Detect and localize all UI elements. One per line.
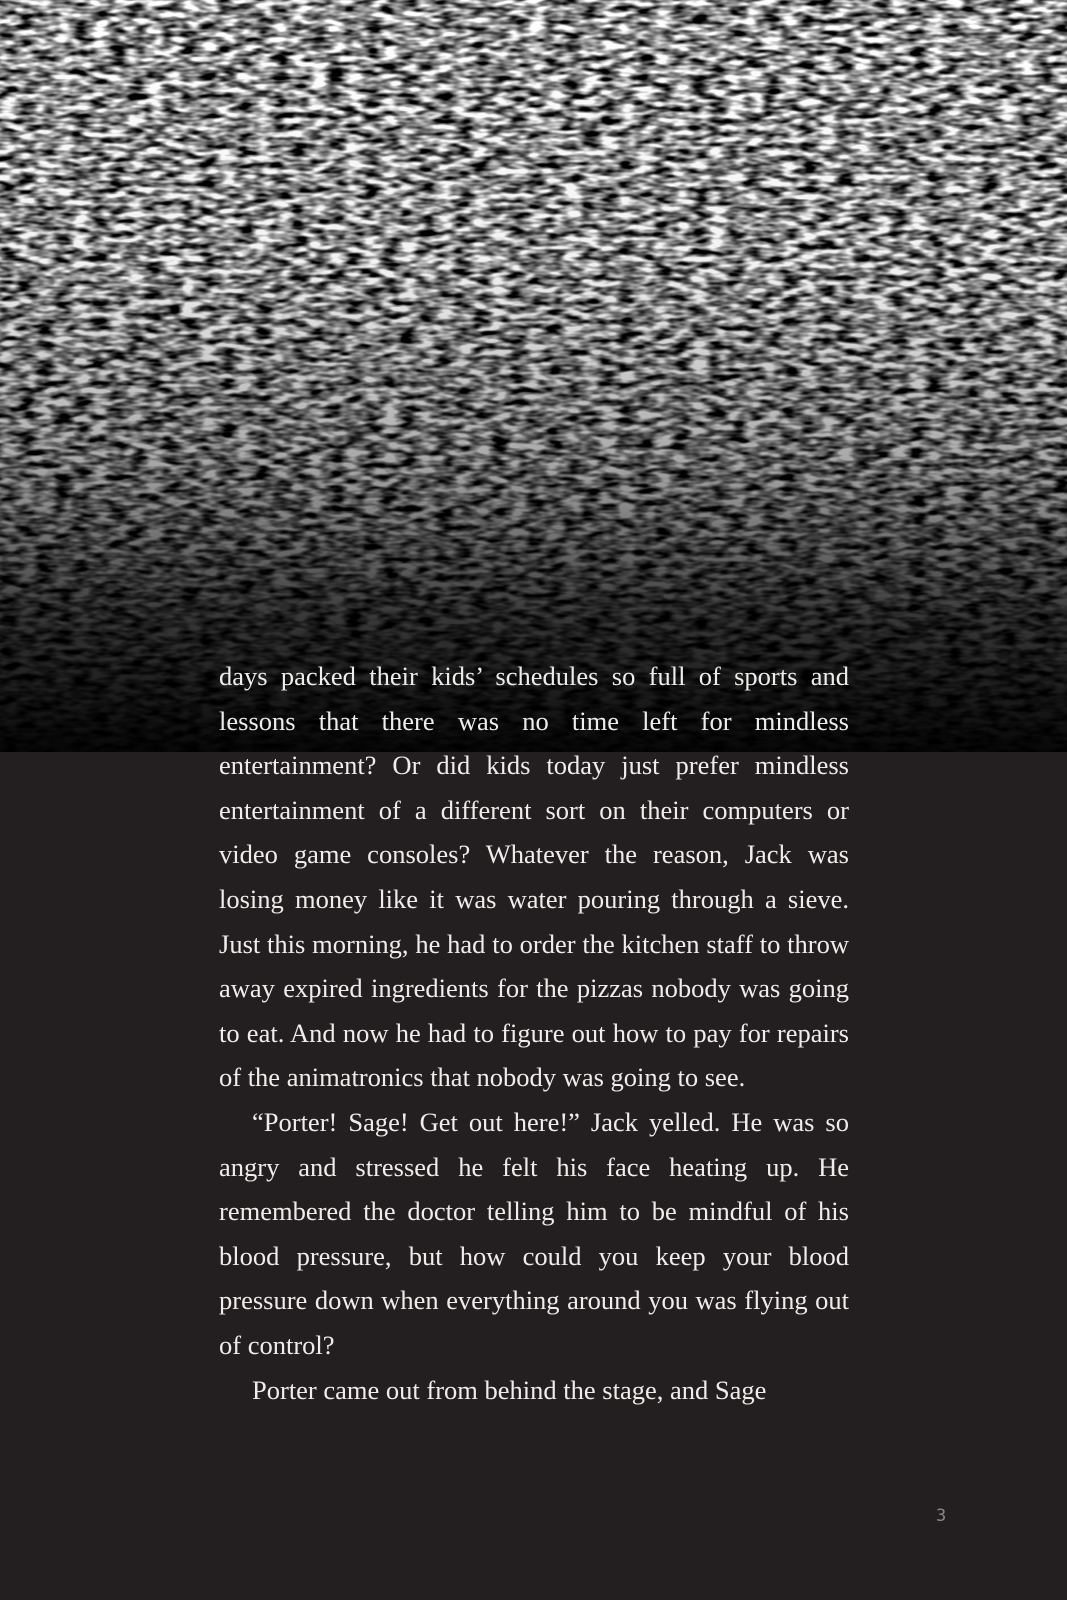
- paragraph-1: days packed their kids’ schedules so full of sports and lessons that there was no time left for mindless entertainment? Or did kids today just prefer mindless entertainment of a different sort on their computers or video game consoles? Whatever the reason, Jack was losing money like it was water pouring through a sieve. Just this morning, he had to order the kitchen staff to throw away expired ingredients for the pizzas nobody was going to eat. And now he had to figure out how to pay for repairs of the animatronics that nobody was going to see.: [219, 661, 849, 1093]
- body-text: [219, 654, 849, 1412]
- tv-static-noise-graphic: [0, 0, 1067, 752]
- paragraph-3: Porter came out from behind the stage, and Sage: [252, 1374, 767, 1405]
- tv-static-image: [0, 0, 1067, 752]
- paragraph-2: “Porter! Sage! Get out here!” Jack yelled. He was so angry and stressed he felt his face heating up. He remembered the doctor telling him to be mindful of his blood pressure, but how could you keep your blood pressure down when everything around you was flying out of control?: [219, 1106, 849, 1360]
- page-number: 3: [936, 1506, 947, 1526]
